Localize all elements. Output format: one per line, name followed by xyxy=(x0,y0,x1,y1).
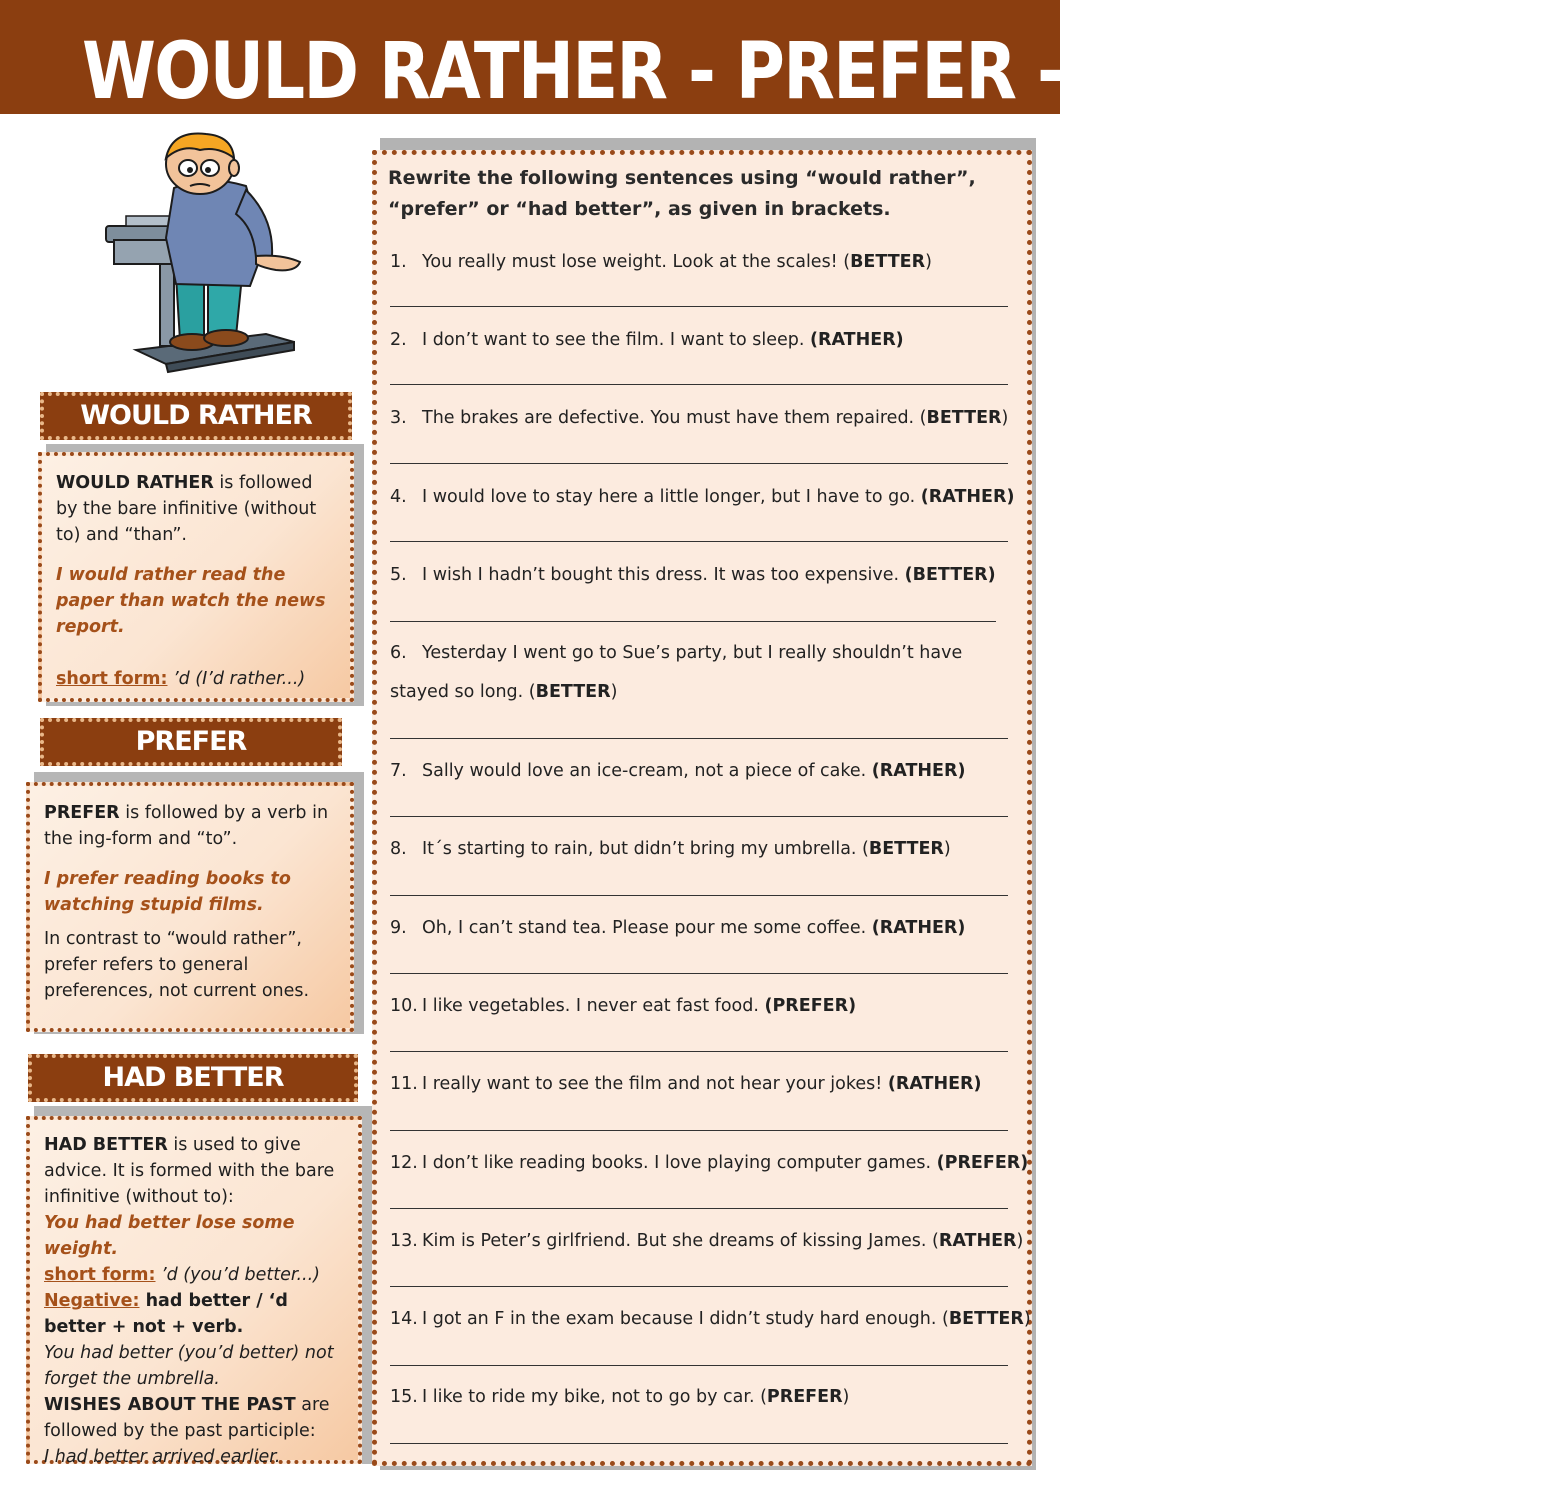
question-number: 6. xyxy=(390,643,407,663)
question-text: I don’t like reading books. I love playing computer games. xyxy=(422,1153,937,1173)
answer-line[interactable] xyxy=(390,816,1008,817)
question-bracket-close: ) xyxy=(842,1387,850,1407)
had-better-rule xyxy=(44,1132,348,1210)
question-keyword: (RATHER) xyxy=(887,1074,982,1094)
exercise-question xyxy=(390,1072,1012,1096)
question-keyword: PREFER xyxy=(766,1387,843,1407)
question-bracket-close: ) xyxy=(1001,408,1009,428)
answer-line[interactable] xyxy=(390,1365,1008,1366)
question-number: 9. xyxy=(390,918,407,938)
question-bracket-close: ) xyxy=(925,252,932,272)
exercise-question xyxy=(390,994,1012,1018)
question-keyword: BETTER xyxy=(948,1309,1024,1329)
exercise-question xyxy=(390,406,1012,430)
question-keyword: BETTER xyxy=(535,682,611,702)
question-keyword: RATHER xyxy=(938,1231,1017,1251)
question-text: Sally would love an ice-cream, not a piece of cake. xyxy=(422,761,872,781)
answer-line[interactable] xyxy=(390,1051,1008,1052)
question-text: I like vegetables. I never eat fast food. xyxy=(422,996,765,1016)
prefer-rule xyxy=(44,800,338,852)
question-text: I don’t want to see the film. I want to sleep. xyxy=(422,330,811,350)
prefer-contrast: In contrast to “would rather”, prefer refers to general preferences, not current ones. xyxy=(44,929,310,1001)
question-number: 13. xyxy=(390,1231,418,1251)
question-text: It´s starting to rain, but didn’t bring my umbrella. ( xyxy=(422,839,869,859)
had-better-heading xyxy=(28,1054,358,1102)
prefer-rule-rest: is followed by a verb in the ing-form and “to”. xyxy=(44,803,329,849)
would-rather-note xyxy=(38,452,354,702)
question-number: 2. xyxy=(390,330,407,350)
question-text: You really must lose weight. Look at the scales! ( xyxy=(422,252,851,272)
exercise-question xyxy=(390,916,1012,940)
question-number: 8. xyxy=(390,839,407,859)
question-keyword: (RATHER) xyxy=(871,918,966,938)
question-text: I got an F in the exam because I didn’t study hard enough. ( xyxy=(422,1309,949,1329)
answer-line[interactable] xyxy=(390,738,1008,739)
question-number: 10. xyxy=(390,996,418,1016)
question-text: I would love to stay here a little longer, but I have to go. xyxy=(422,487,921,507)
would-rather-rule-rest: is followed by the bare infinitive (without to) and “than”. xyxy=(56,473,317,545)
would-rather-short-form xyxy=(56,666,338,692)
question-keyword: (RATHER) xyxy=(871,761,966,781)
question-bracket-close: ) xyxy=(610,682,618,702)
question-number: 14. xyxy=(390,1309,418,1329)
question-number: 11. xyxy=(390,1074,418,1094)
had-better-negative xyxy=(44,1288,348,1340)
question-bracket-close: ) xyxy=(943,839,951,859)
exercise-question xyxy=(390,634,1012,712)
question-keyword: (BETTER) xyxy=(904,565,996,585)
question-number: 5. xyxy=(390,565,407,585)
would-rather-example: I would rather read the paper than watch the news report. xyxy=(56,565,326,637)
exercise-question xyxy=(390,759,1012,783)
would-rather-rule-bold: WOULD RATHER xyxy=(56,473,214,493)
answer-line[interactable] xyxy=(390,1443,1008,1444)
question-text: I wish I hadn’t bought this dress. It was too expensive. xyxy=(422,565,905,585)
would-rather-heading-text: WOULD RATHER xyxy=(80,400,312,431)
answer-line[interactable] xyxy=(390,973,1008,974)
question-number: 3. xyxy=(390,408,407,428)
answer-line[interactable] xyxy=(390,895,1008,896)
exercise-question xyxy=(390,485,1015,509)
question-bracket-close: ) xyxy=(1016,1231,1024,1251)
question-number: 12. xyxy=(390,1153,418,1173)
question-bracket-close: ) xyxy=(1023,1309,1031,1329)
question-keyword: BETTER xyxy=(868,839,944,859)
short-form-text: ’d (you’d better...) xyxy=(155,1265,320,1285)
exercise-question xyxy=(390,563,1012,587)
exercise-instructions: Rewrite the following sentences using “would rather”, “prefer” or “had better”, as given in brackets. xyxy=(388,167,976,220)
had-better-heading-text: HAD BETTER xyxy=(102,1062,284,1093)
would-rather-heading xyxy=(40,392,352,440)
prefer-rule-bold: PREFER xyxy=(44,803,120,823)
wishes-rule-rest: are followed by the past participle: xyxy=(44,1395,330,1441)
exercise-question xyxy=(390,250,1012,274)
question-keyword: (RATHER) xyxy=(920,487,1015,507)
exercise-question xyxy=(390,1385,1012,1409)
wishes-example: I had better arrived earlier. xyxy=(44,1447,281,1467)
negative-label: Negative: xyxy=(44,1291,140,1311)
answer-line[interactable] xyxy=(390,463,1008,464)
question-number: 7. xyxy=(390,761,407,781)
answer-line[interactable] xyxy=(390,1286,1008,1287)
question-keyword: (PREFER) xyxy=(936,1153,1029,1173)
answer-line[interactable] xyxy=(390,541,1008,542)
header-banner xyxy=(0,0,1542,117)
question-text: Yesterday I went go to Sue’s party, but I really shouldn’t have stayed so long. ( xyxy=(390,643,963,702)
question-text: The brakes are defective. You must have them repaired. ( xyxy=(422,408,927,428)
short-form-label: short form: xyxy=(56,669,168,689)
page-title: WOULD RATHER - PREFER - HAD BETTER xyxy=(82,27,1542,117)
exercise-question xyxy=(390,1229,1024,1253)
negative-text: had better / ‘d better + not + verb. xyxy=(44,1291,288,1337)
had-better-note xyxy=(26,1116,362,1467)
man-on-weighing-scale-icon xyxy=(96,128,318,378)
exercise-question xyxy=(390,1151,1029,1175)
question-keyword: BETTER xyxy=(850,252,926,272)
had-better-rule-rest: is used to give advice. It is formed with the bare infinitive (without to): xyxy=(44,1135,335,1207)
answer-line[interactable] xyxy=(390,1208,1008,1209)
had-better-negative-example: You had better (you’d better) not forget the umbrella. xyxy=(44,1343,334,1389)
exercise-question xyxy=(390,328,1012,352)
prefer-example: I prefer reading books to watching stupid films. xyxy=(44,869,291,915)
answer-line[interactable] xyxy=(390,306,1008,307)
prefer-note xyxy=(26,782,354,1032)
question-keyword: BETTER xyxy=(926,408,1002,428)
question-keyword: (PREFER) xyxy=(764,996,857,1016)
answer-line[interactable] xyxy=(390,1130,1008,1131)
question-text: Kim is Peter’s girlfriend. But she dreams of kissing James. ( xyxy=(422,1231,939,1251)
answer-line[interactable] xyxy=(390,384,1008,385)
wishes-rule xyxy=(44,1392,348,1444)
question-keyword: (RATHER) xyxy=(810,330,904,350)
exercise-question xyxy=(390,1307,1031,1331)
question-number: 15. xyxy=(390,1387,418,1407)
answer-line[interactable] xyxy=(390,621,996,622)
prefer-heading xyxy=(40,718,342,766)
question-number: 1. xyxy=(390,252,407,272)
question-text: I really want to see the film and not hear your jokes! xyxy=(422,1074,888,1094)
had-better-short-form xyxy=(44,1262,348,1288)
would-rather-rule xyxy=(56,470,338,548)
short-form-text: ’d (I’d rather...) xyxy=(167,669,306,689)
had-better-rule-bold: HAD BETTER xyxy=(44,1135,168,1155)
exercise-question xyxy=(390,837,1012,861)
question-text: I like to ride my bike, not to go by car. ( xyxy=(422,1387,767,1407)
had-better-example: You had better lose some weight. xyxy=(44,1213,295,1259)
question-text: Oh, I can’t stand tea. Please pour me some coffee. xyxy=(422,918,872,938)
prefer-heading-text: PREFER xyxy=(135,726,247,757)
short-form-label: short form: xyxy=(44,1265,156,1285)
question-number: 4. xyxy=(390,487,407,507)
wishes-rule-bold: WISHES ABOUT THE PAST xyxy=(44,1395,296,1415)
